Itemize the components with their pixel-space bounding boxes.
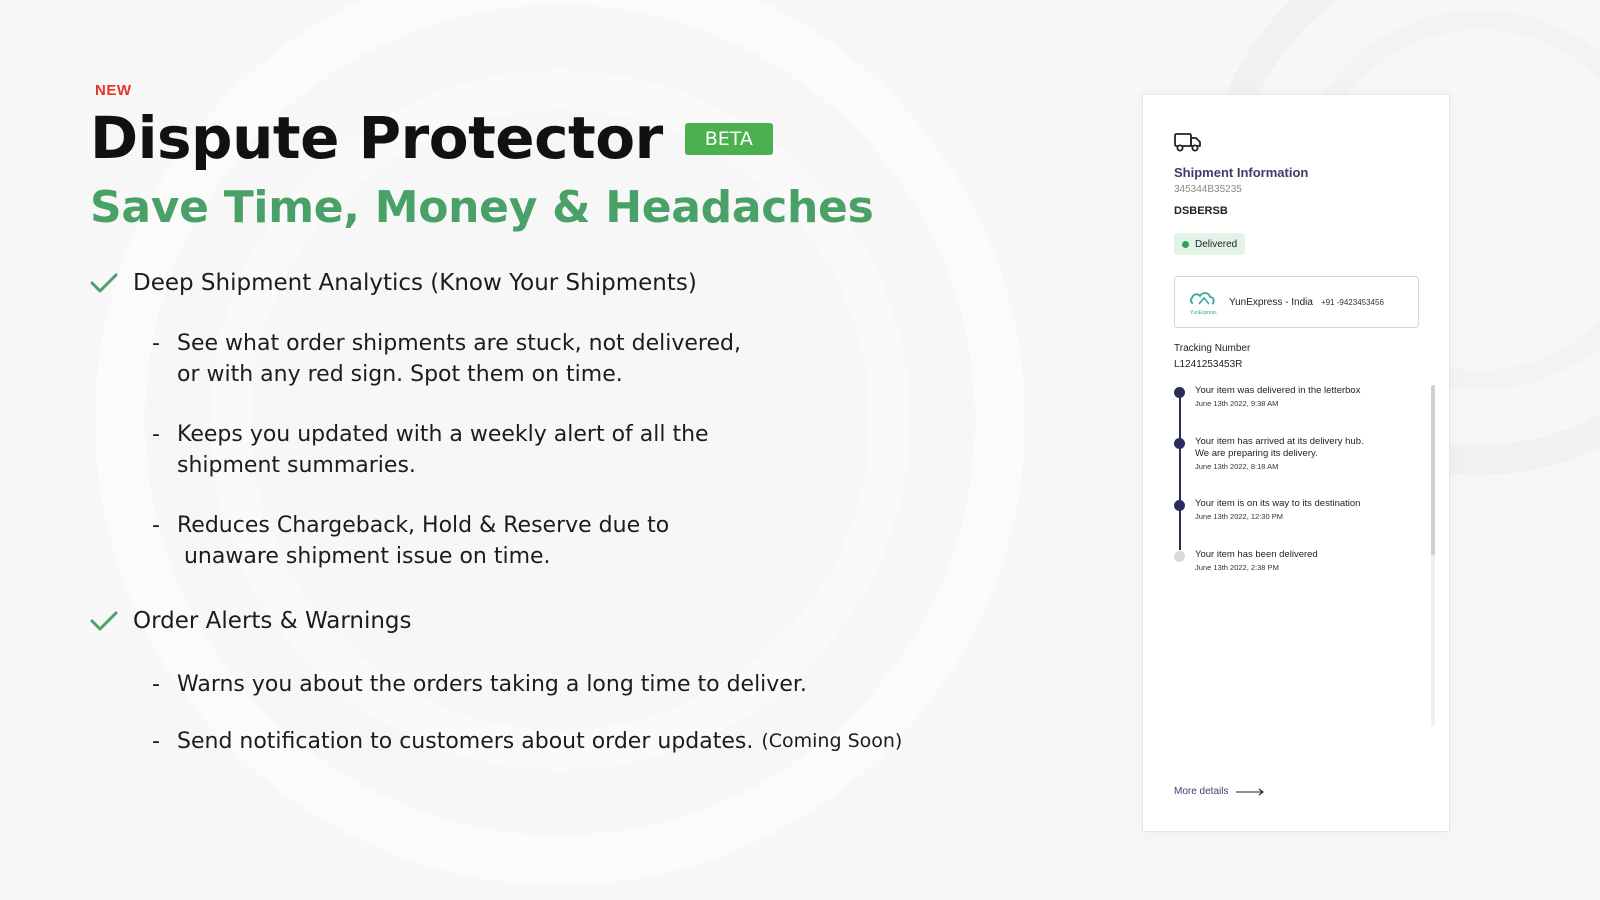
yunexpress-logo	[1187, 287, 1221, 317]
scrollbar[interactable]	[1431, 385, 1435, 727]
list-item: - Keeps you updated with a weekly alert of all the shipment summaries.	[152, 419, 709, 481]
event-time: June 13th 2022, 12:30 PM	[1195, 512, 1283, 521]
bullet-text: Send notification to customers about order updates.	[177, 729, 754, 754]
timeline-dot	[1174, 438, 1185, 449]
bullet-text: Reduces Chargeback, Hold & Reserve due to unaware shipment issue on time.	[177, 513, 670, 569]
tracking-label: Tracking Number	[1174, 343, 1251, 354]
more-details-link[interactable]	[1174, 786, 1266, 797]
list-item: - Send notification to customers about order updates. (Coming Soon)	[152, 726, 902, 757]
feature-shipment-analytics	[90, 270, 697, 296]
list-item: - Reduces Chargeback, Hold & Reserve due to unaware shipment issue on time.	[152, 510, 669, 572]
card-title: Shipment Information	[1174, 165, 1309, 180]
bullet-text: Warns you about the orders taking a long time to deliver.	[177, 672, 807, 697]
event-time: June 13th 2022, 8:18 AM	[1195, 462, 1279, 471]
new-badge: NEW	[95, 82, 132, 99]
bullet-text: See what order shipments are stuck, not delivered, or with any red sign. Spot them on time.	[177, 331, 741, 387]
timeline-line	[1179, 395, 1181, 550]
more-details-label: More details	[1174, 786, 1229, 797]
title-row	[90, 102, 773, 174]
status-label: Delivered	[1195, 238, 1238, 250]
svg-text:YunExpress: YunExpress	[1190, 310, 1217, 316]
arrow-right-icon	[1236, 788, 1266, 796]
check-icon	[90, 272, 118, 294]
shipment-id: 345344B35235	[1174, 184, 1242, 195]
truck-icon	[1173, 131, 1203, 153]
shipment-card	[1142, 94, 1450, 832]
carrier-name: YunExpress - India	[1229, 296, 1313, 308]
event-time: June 13th 2022, 2:38 PM	[1195, 563, 1279, 572]
list-item: - See what order shipments are stuck, not delivered, or with any red sign. Spot them on time.	[152, 328, 741, 390]
page-title: Dispute Protector	[90, 104, 663, 172]
event-time: June 13th 2022, 9:38 AM	[1195, 399, 1279, 408]
event-text: Your item has arrived at its delivery hub. We are preparing its delivery.	[1195, 436, 1364, 459]
event-text: Your item has been delivered	[1195, 549, 1318, 560]
timeline-dot	[1174, 500, 1185, 511]
carrier-phone: +91 -9423453456	[1320, 297, 1384, 307]
carrier-box[interactable]	[1174, 276, 1419, 328]
event-text: Your item is on its way to its destination	[1195, 498, 1361, 509]
timeline-dot	[1174, 387, 1185, 398]
timeline-dot-pending	[1174, 551, 1185, 562]
beta-badge: BETA	[685, 123, 773, 155]
status-badge	[1174, 233, 1245, 255]
feature-label: Deep Shipment Analytics (Know Your Shipments)	[133, 270, 697, 296]
check-icon	[90, 610, 118, 632]
list-item: - Warns you about the orders taking a long time to deliver.	[152, 669, 807, 700]
feature-label: Order Alerts & Warnings	[133, 608, 412, 634]
shipment-code: DSBERSB	[1174, 205, 1228, 217]
coming-soon-note: (Coming Soon)	[761, 730, 903, 752]
page-subtitle: Save Time, Money & Headaches	[90, 182, 874, 233]
event-text: Your item was delivered in the letterbox	[1195, 385, 1361, 396]
feature-order-alerts	[90, 608, 412, 634]
status-dot-icon	[1182, 241, 1189, 248]
tracking-number[interactable]: L1241253453R	[1174, 359, 1243, 370]
bullet-text: Keeps you updated with a weekly alert of all the shipment summaries.	[177, 422, 709, 478]
scroll-thumb[interactable]	[1431, 385, 1435, 555]
